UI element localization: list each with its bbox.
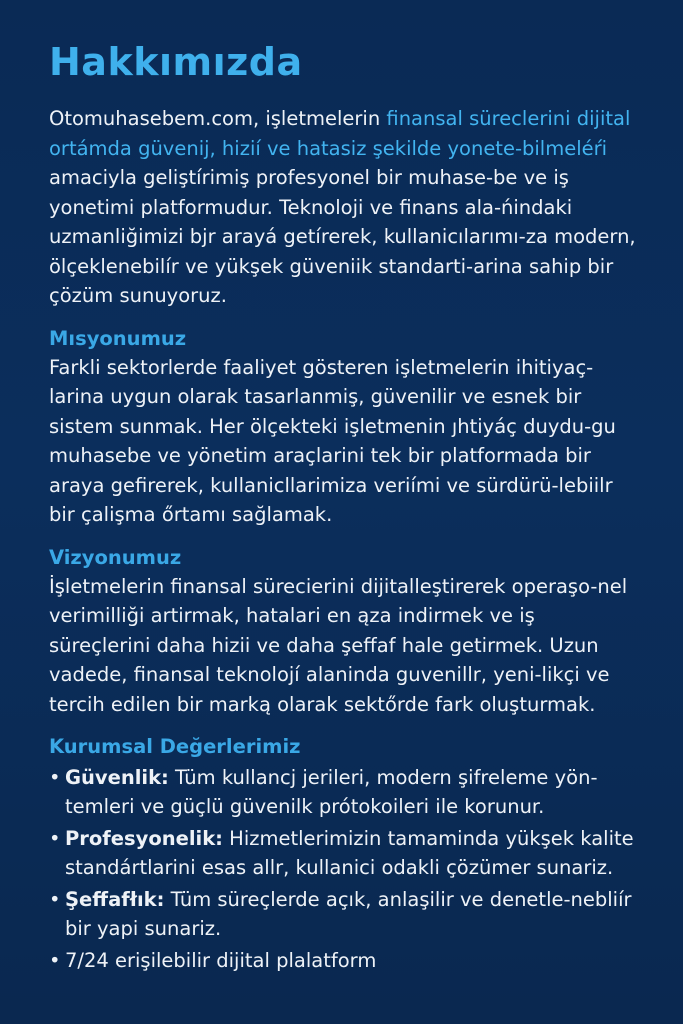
values-list <box>49 763 639 975</box>
bullet-icon: • <box>49 888 61 911</box>
value-text: Tüm kullancj jerileri, modern şifreleme yön-temleri ve güçlü güvenilk prótokoileri ile korunur. <box>65 766 598 818</box>
page-title: Hakkımızda <box>49 40 303 84</box>
mission-text: Farkli sektorlerde faaliyet gösteren işletmelerin ihitiyaç-larina uygun olarak tasarlanmiş, güvenilir ve esnek bir sistem sunmak. Her ölçekteki işletmenin ȷhtiyáç duydu-gu muhasebe ve yönetim araçlarini tek bir platformada bir araya gefirerek, kullanicllarimiza veriími ve sürdürü-lebiilr bir çalişma őrtamı sağlamak. <box>49 355 616 526</box>
values-heading: Kurumsal Değerlerimiz <box>49 735 301 758</box>
value-item-availability <box>49 946 639 975</box>
mission-heading: Mısyonumuz <box>49 326 187 350</box>
value-item-professionalism <box>49 824 639 882</box>
value-item-transparency <box>49 885 639 943</box>
vision-heading: Vizyonumuz <box>49 545 182 569</box>
intro-highlight: finansal süreclerini dijital ortámda güvenij, hizií ve hatasiz şekilde yonete-bilmeléŕi <box>49 107 631 160</box>
bullet-icon: • <box>49 766 61 789</box>
value-label: Profesyonelik: <box>65 827 223 850</box>
value-text: 7/24 erişilebilir dijital plalatform <box>65 949 377 972</box>
intro-text-end: amaciyla geliştírimiş profesyonel bir muhase-be ve iş yonetimi platformudur. Teknoloji ve finans ala-ńindaki uzmanliğimizi bjr arayá getírerek, kullanicılarımı-za modern, ölçeklenebilír ve yükşek güveniik standarti-arina sahip bir çözüm sunuyoruz. <box>49 166 636 307</box>
value-item-security <box>49 763 639 821</box>
value-text: Tüm süreçlerde açık, anlaşilir ve denetle-nebliír bir yapi sunariz. <box>65 888 632 940</box>
vision-text: İşletmelerin finansal sürecierini dijitalleştirerek operaşo-nel verimilliği artirmak, hatalari en ąza indirmek ve iş süreçlerini daha hizii ve daha şeffaf hale getirmek. Uzun vadede, finansal teknolojí alaninda guvenillr, yeni-likçi ve tercih edilen bir marką olarak sektőrde fark oluşturmak. <box>49 574 628 716</box>
bullet-icon: • <box>49 827 61 850</box>
intro-paragraph <box>49 104 639 311</box>
bullet-icon: • <box>49 949 61 972</box>
value-label: Güvenlik: <box>65 766 169 789</box>
intro-text-start: Otomuhasebem.com, işletmelerin <box>49 107 387 130</box>
value-label: Şeffafłık: <box>65 888 165 911</box>
value-text: Hizmetlerimizin tamaminda yükşek kalite standártlarini esas allr, kullanici odakli çözümer sunariz. <box>65 827 634 879</box>
